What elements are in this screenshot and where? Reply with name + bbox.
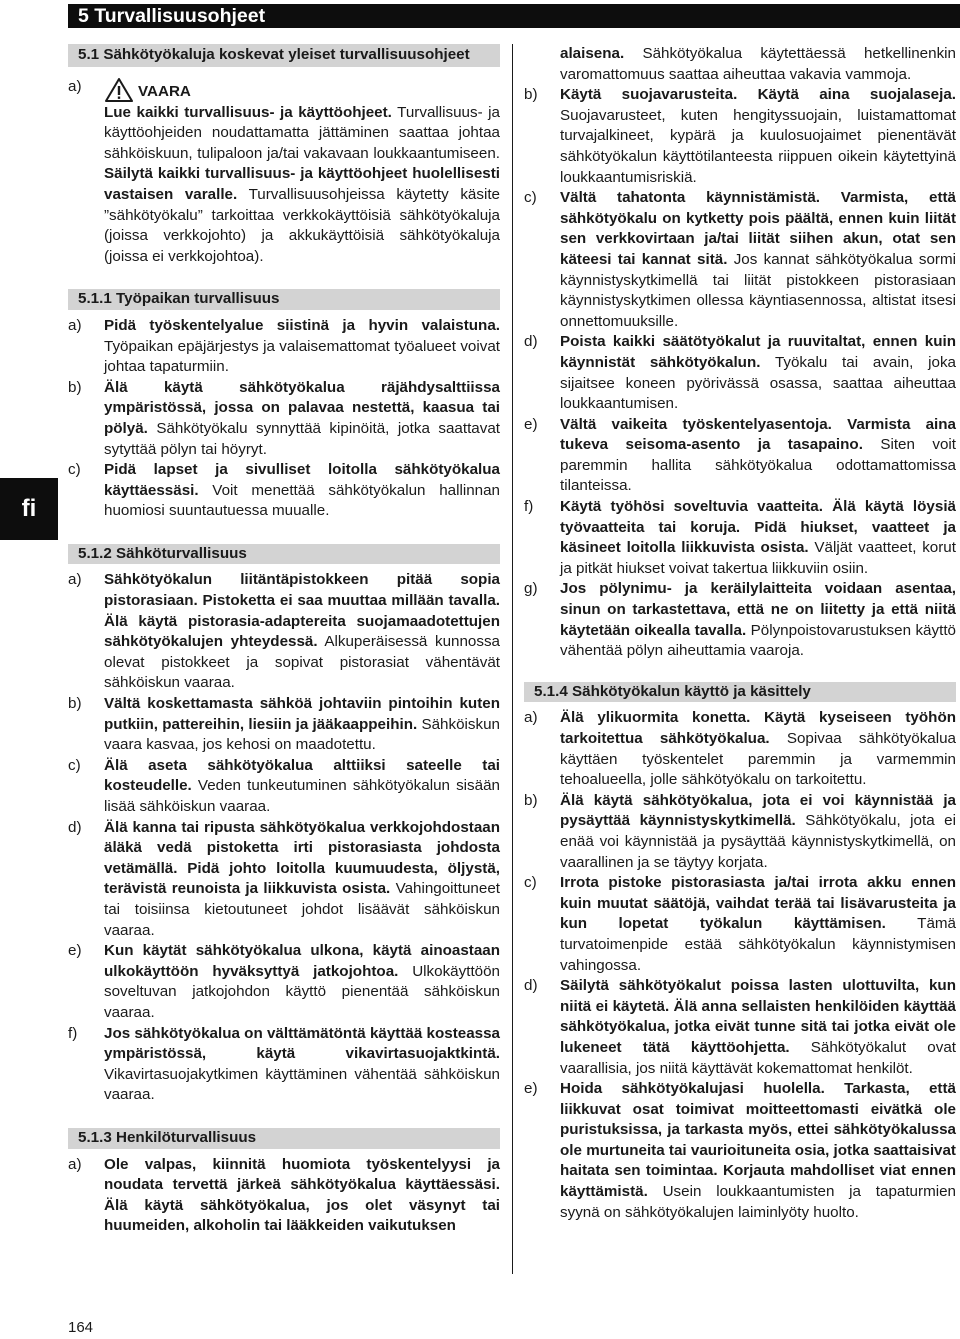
item-text: Ulkokäyttöön soveltuvan jatkojohdon käyttö pienentää sähköiskun vaaraa.: [104, 962, 501, 1021]
warning-text: [68, 103, 500, 268]
warning-word: VAARA: [138, 83, 191, 100]
item-label: c): [68, 461, 81, 479]
section-heading-5-1-4: 5.1.4 Sähkötyökalun käyttö ja käsittely: [524, 682, 956, 703]
item-text: Väljät vaatteet, korut ja pitkät hiukset voivat takertua liikkuviin osiin.: [560, 539, 956, 577]
warning-row: [104, 77, 500, 103]
electrical-safety-list: [68, 570, 500, 1105]
item-label: b): [68, 695, 82, 713]
item-bold-text: Hoida sähkötyökalujasi huolella. Tarkasta, että liikkuvat osat toimivat moitteettomasti eivätkä ole puristuksissa, ja tarkasta myös, ettei sähkötyökalussa ole murtuneita tai vaurioituneita osia, jotka saattaisivat haitata sen toimintaa. Korjauta mahdolliset viat ennen käyttämistä.: [560, 1080, 956, 1201]
list-item: [524, 332, 956, 414]
item-label: e): [524, 415, 538, 433]
item-label: a): [68, 1155, 82, 1173]
item-label: c): [524, 189, 537, 207]
item-label: a): [68, 316, 82, 334]
item-text: Alkuperäisessä kunnossa olevat pistokkeet ja sopivat pistorasiat vähentävät sähköiskun vaaraa.: [104, 633, 501, 692]
tool-use-list: [524, 708, 956, 1223]
item-label: g): [524, 580, 538, 598]
item-text: Voit menettää sähkötyökalun hallinnan huomiosi suuntautuessa muualle.: [104, 481, 500, 520]
item-bold-text: Vältä vaikeita työskentelyasentoja. Varmista aina tukeva seisoma-asento ja tasapaino.: [560, 415, 956, 454]
item-text: Usein loukkaantumisten ja tapaturmien syynä on sähkötyökalujen laiminlyöty huolto.: [560, 1183, 956, 1221]
general-warning-item: [68, 77, 500, 268]
list-item: [524, 976, 956, 1079]
list-item: [68, 378, 500, 460]
item-bold-text: Irrota pistoke pistorasiasta ja/tai irrota akku ennen kuin muutat säätöjä, vaihdat terää tai lisävarusteita ja kun lopetat työkalun käyttämisen.: [560, 874, 956, 933]
item-bold-text: Käytä työhösi soveltuvia vaatteita. Älä käytä löysiä työvaatteita tai koruja. Pidä hiukset, vaatteet ja käsineet loitolla liikkuvista osista.: [560, 498, 956, 557]
warning-text-1: Turvallisuus- ja käyttöohjeiden noudattamatta jättäminen saattaa johtaa sähköiskuun, tulipaloon ja/tai vakavaan loukkaantumiseen.: [104, 103, 500, 162]
item-label: e): [68, 942, 82, 960]
list-item: [68, 460, 500, 522]
item-text: Työpaikan epäjärjestys ja valaisemattomat työalueet voivat johtaa tapaturmiin.: [104, 337, 500, 376]
item-label: b): [524, 86, 538, 104]
warning-bold-2: Säilytä kaikki turvallisuus- ja käyttöohjeet huolellisesti vastaisen varalle.: [104, 165, 500, 203]
list-item: [68, 1024, 500, 1106]
right-column: [524, 44, 956, 1223]
item-text: Sähkötyökalu, jota ei enää voi käynnistää ja pysäyttää käynnistyskytkimellä, on vaarallinen ja se täytyy korjata.: [560, 812, 956, 871]
item-bold-text: Älä käytä sähkötyökalua, jota ei voi käynnistää ja pysäyttää käynnistyskytkimellä.: [560, 791, 956, 830]
item-bold-text: Vältä tahatonta käynnistämistä. Varmista, että sähkötyökalu on kytketty pois päältä, ennen kuin liität sen verkkovirtaan ja/tai liität siihen akun, otat sen käteesi tai kannat sitä.: [560, 189, 956, 268]
list-item: [524, 1079, 956, 1223]
list-item: [68, 570, 500, 694]
list-item: [68, 1155, 500, 1237]
item-bold-text: Jos pölynimu- ja keräilylaitteita voidaan asentaa, sinun on tarkastettava, että ne on liitetty ja että niitä käytetään oikealla tavalla.: [560, 580, 956, 639]
item-label: f): [524, 498, 534, 516]
column-divider: [512, 44, 513, 1274]
list-item: [68, 941, 500, 1023]
item-bold-text: Poista kaikki säätötyökalut ja ruuvitaltat, ennen kuin käynnistät sähkötyökalun.: [560, 333, 956, 371]
item-text: Suojavarusteet, kuten hengityssuojain, luistamattomat turvajalkineet, kypärä ja kuulosuojaimet pienentävät sähkötyökalun käyttötilanteesta riippuen oikein käytettyinä loukkaantumisriskiä.: [560, 106, 956, 186]
item-bold-text: Jos sähkötyökalua on välttämätöntä käyttää kosteassa ympäristössä, käytä vikavirtasuojaktkintä.: [104, 1024, 500, 1063]
item-text: Sähkötyökalut ovat vaarallisia, jos niitä käyttävät kokemattomat henkilöt.: [560, 1038, 956, 1077]
item-label: c): [524, 874, 537, 892]
chapter-title: 5 Turvallisuusohjeet: [68, 4, 960, 28]
item-text: Sähköiskun vaara kasvaa, jos kehosi on maadotettu.: [104, 715, 501, 754]
item-text: Siten voit paremmin hallita sähkötyökalua odottamattomissa tilanteissa.: [560, 436, 956, 495]
item-text: Vahingoittuneet tai toisiinsa kietoutuneet johdot lisäävät sähköiskun vaaraa.: [104, 880, 500, 939]
item-bold-text: Älä kanna tai ripusta sähkötyökalua verkkojohdostaan äläkä vedä pistoketta irti pistorasiasta johdosta vetämällä. Pidä johto loitolla kuumuudesta, öljystä, terävistä reunoista ja liikkuvista osista.: [104, 818, 500, 898]
item-label: a): [524, 709, 538, 727]
item-bold-text: Sähkötyökalun liitäntäpistokkeen pitää sopia pistorasiaan. Pistoketta ei saa muuttaa millään tavalla. Älä käytä pistorasia-adaptereita suojamaadotettujen sähkötyökalujen yhteydessä.: [104, 571, 500, 651]
personal-safety-list: [524, 85, 956, 662]
list-item: [68, 316, 500, 378]
item-text: Jos kannat sähkötyökalua sormi käynnistyskytkimellä tai liität pistokkeen pistorasiaan käynnistyskytkimen ollessa käyntiasennossa, altistat itsesi onnettomuuksille.: [560, 250, 956, 330]
list-item: [524, 873, 956, 976]
list-item: [68, 694, 500, 756]
item-text: Sopivaa sähkötyökalua käyttäen työskentelet paremmin ja varmemmin tehoalueella, jolle sähkötyökalu on tarkoitettu.: [560, 730, 957, 789]
item-text: Sähkötyökalu synnyttää kipinöitä, jotka saattavat sytyttää pölyn tai höyryt.: [104, 419, 500, 458]
item-label: d): [68, 818, 82, 836]
item-bold-text: Pidä työskentelyalue siistinä ja hyvin valaistuna.: [104, 316, 500, 334]
item-text: Pölynpoistovarustuksen käyttö vähentää pölyn aiheuttamia vaaroja.: [560, 621, 956, 660]
item-label: b): [524, 791, 538, 809]
list-item: [524, 415, 956, 497]
item-bold-text: Pidä lapset ja sivulliset loitolla sähkötyökalua käyttäessäsi.: [104, 461, 500, 499]
list-item: [68, 756, 500, 818]
warning-triangle-icon: [104, 77, 134, 103]
list-item: [524, 708, 956, 790]
item-label: b): [68, 378, 82, 396]
item-label: a): [68, 571, 82, 589]
item-label: e): [524, 1080, 538, 1098]
item-text: Sähkötyökalua käytettäessä hetkellinenkin varomattomuus saattaa aiheuttaa vakavia vammoja.: [560, 45, 956, 83]
item-bold-text: Älä aseta sähkötyökalua alttiiksi sateelle tai kosteudelle.: [104, 756, 500, 795]
section-heading-5-1: 5.1 Sähkötyökaluja koskevat yleiset turvallisuusohjeet: [68, 44, 500, 67]
list-item: [524, 791, 956, 873]
item-label: c): [68, 756, 81, 774]
item-bold-text: Ole valpas, kiinnitä huomiota työskentelyysi ja noudata tervettä järkeä sähkötyökalua käyttäessäsi. Älä käytä sähkötyökalua, jos olet väsynyt tai huumeiden, alkoholin tai lääkkeiden vaikutuksen: [104, 1155, 500, 1235]
page-number: 164: [68, 1319, 94, 1336]
item-text: Tämä turvatoimenpide estää sähkötyökalun käynnistymisen vahingossa.: [560, 915, 956, 974]
item-text: Työkalu tai avain, joka sijaitsee koneen pyörivässä osassa, saattaa aiheuttaa loukkaantumisen.: [560, 353, 957, 413]
item-text: Vikavirtasuojakytkimen käyttäminen vähentää sähköiskun vaaraa.: [104, 1065, 500, 1104]
item-bold-text: Kun käytät sähkötyökalua ulkona, käytä ainoastaan ulkokäyttöön hyväksyttyä jatkojohtoa.: [104, 942, 500, 980]
list-item: [68, 818, 500, 942]
item-text: Veden tunkeutuminen sähkötyökalun sisään lisää sähköiskun vaaraa.: [104, 777, 500, 815]
item-bold-text: Älä käytä sähkötyökalua räjähdysalttiissa ympäristössä, jossa on palavaa nestettä, kaasua tai pölyä.: [104, 378, 500, 437]
item-bold-text: Älä ylikuormita konetta. Käytä kyseiseen työhön tarkoitettua sähkötyökalua.: [560, 709, 956, 747]
item-label: d): [524, 333, 538, 351]
list-item: [524, 497, 956, 579]
section-heading-5-1-3: 5.1.3 Henkilöturvallisuus: [68, 1128, 500, 1149]
list-item: [524, 188, 956, 332]
item-label: d): [524, 977, 538, 995]
item-bold-text: alaisena.: [560, 45, 625, 62]
item-bold-text: Vältä koskettamasta sähköä johtaviin pintoihin kuten putkiin, pattereihin, liesiin ja jääkaappeihin.: [104, 695, 500, 733]
section-heading-5-1-2: 5.1.2 Sähköturvallisuus: [68, 544, 500, 565]
item-bold-text: Käytä suojavarusteita. Käytä aina suojalaseja.: [560, 86, 956, 104]
left-column: [68, 44, 500, 1237]
item-label: f): [68, 1024, 78, 1042]
item-bold-text: Säilytä sähkötyökalut poissa lasten ulottuvilta, kun niitä ei käytetä. Älä anna sellaisten henkilöiden käyttää sähkötyökalua, jotka eivät tunne sitä tai jotka eivät ole lukeneet tätä käyttöohjetta.: [560, 977, 956, 1056]
warning-bold-1: Lue kaikki turvallisuus- ja käyttöohjeet.: [104, 103, 392, 121]
list-item: [524, 579, 956, 661]
section-heading-5-1-1: 5.1.1 Työpaikan turvallisuus: [68, 289, 500, 310]
list-item: [524, 85, 956, 188]
language-tab: fi: [0, 478, 58, 540]
item-label: a): [68, 77, 82, 95]
workplace-safety-list: [68, 316, 500, 522]
warning-text-2: Turvallisuusohjeissa käytetty käsite ”sähkötyökalu” tarkoittaa verkkokäyttöisiä sähkötyökaluja (joissa verkkojohto) ja akkukäyttöisiä sähkötyökaluja (joissa ei verkkojohtoa).: [104, 185, 501, 265]
list-item-continued: [524, 44, 956, 85]
